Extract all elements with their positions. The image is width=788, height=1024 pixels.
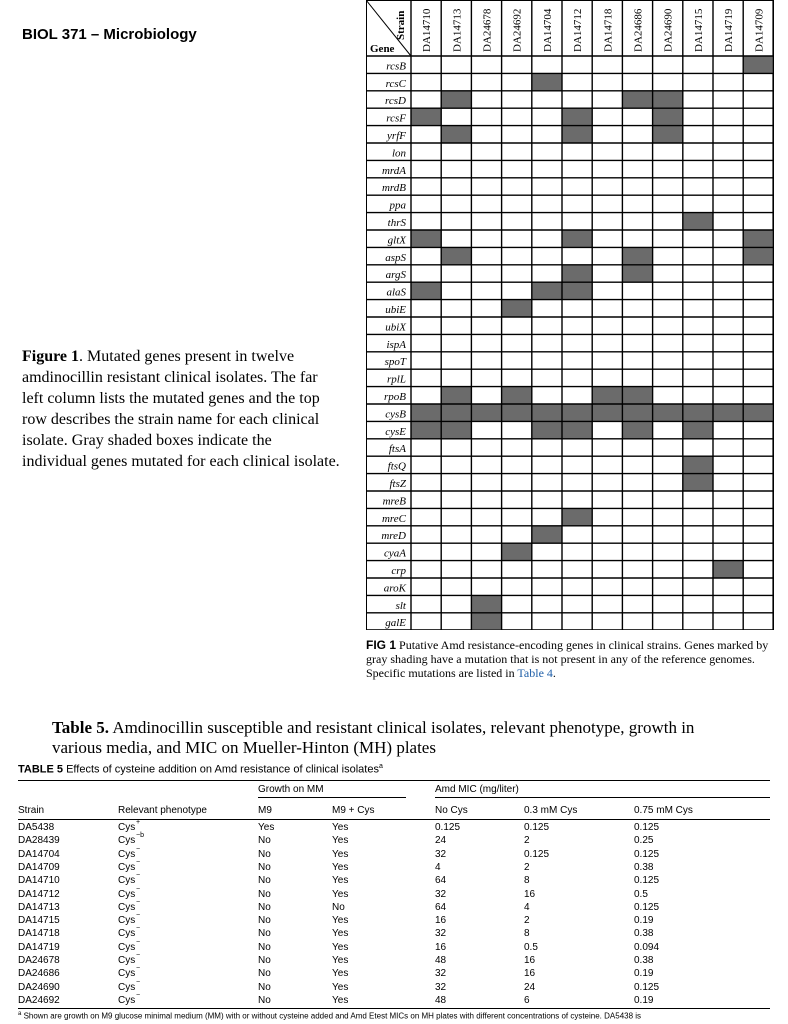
mutation-cell [592, 404, 622, 421]
row-phenotype: Cys [118, 955, 136, 966]
row-phenotype: Cys [118, 968, 136, 980]
row-strain: DA14710 [18, 875, 60, 887]
row-strain: DA24686 [18, 968, 60, 980]
gene-label: mreB [382, 495, 406, 508]
mutation-cell [562, 508, 592, 525]
mutation-cell [471, 613, 501, 630]
footnote-sup: a [18, 1011, 22, 1017]
row-03-cys: 2 [524, 861, 530, 873]
row-03-cys: 0.125 [524, 848, 550, 860]
row-m9: No [258, 994, 271, 1006]
row-m9-cys: Yes [332, 981, 349, 993]
strain-axis-label: Strain [395, 10, 407, 40]
mutation-cell [743, 404, 773, 421]
mutation-cell [441, 247, 471, 264]
row-03-cys: 8 [524, 875, 530, 887]
table4-link[interactable]: Table 4 [517, 666, 553, 680]
mutation-cell [653, 126, 683, 143]
row-m9-cys: Yes [332, 848, 349, 860]
gene-label: rpoB [384, 391, 406, 403]
row-m9: No [258, 901, 271, 913]
row-phenotype: Cys [118, 981, 136, 993]
row-phenotype-sup: − [136, 978, 141, 986]
row-phenotype: Cys [118, 861, 136, 873]
row-no-cys: 32 [435, 888, 447, 900]
header-phenotype: Relevant phenotype [118, 805, 207, 816]
gene-label: mrdA [381, 164, 406, 177]
header-m9-cys: M9 + Cys [332, 805, 375, 816]
mic-group-rule [435, 797, 770, 798]
table-row [0, 872, 788, 888]
gene-label: ftsQ [387, 460, 406, 473]
table5-title-label: TABLE 5 [18, 763, 64, 776]
row-strain: DA14704 [18, 848, 60, 860]
row-no-cys: 16 [435, 915, 447, 927]
mutation-cell [562, 265, 592, 282]
mutation-cell [743, 56, 773, 73]
mutation-cell [562, 421, 592, 438]
gene-label: ppa [389, 199, 406, 212]
row-no-cys: 4 [435, 861, 441, 873]
mutation-cell [411, 230, 441, 247]
row-m9: No [258, 875, 271, 887]
mutation-cell [502, 300, 532, 317]
mutation-cell [622, 404, 652, 421]
gene-label: aroK [383, 582, 406, 595]
mutation-cell [562, 404, 592, 421]
table-row [0, 898, 788, 915]
row-075-cys: 0.094 [634, 941, 660, 953]
row-no-cys: 64 [435, 901, 447, 913]
gene-label: ubiX [385, 321, 406, 334]
row-no-cys: 24 [435, 835, 447, 847]
row-075-cys: 0.38 [634, 955, 654, 966]
row-m9: No [258, 968, 271, 980]
header-m9: M9 [258, 805, 272, 816]
mutation-cell [622, 247, 652, 264]
row-no-cys: 32 [435, 928, 447, 940]
row-no-cys: 48 [435, 994, 447, 1006]
mutation-cell [743, 230, 773, 247]
row-m9: No [258, 861, 271, 873]
growth-group-rule [258, 797, 406, 798]
row-strain: DA5438 [18, 822, 55, 833]
row-phenotype-sup: − [136, 912, 141, 920]
row-phenotype-sup: + [136, 819, 141, 826]
row-m9-cys: Yes [332, 822, 349, 833]
mutation-cell [471, 595, 501, 612]
gene-label: yrfF [387, 130, 406, 142]
row-phenotype: Cys [118, 901, 136, 913]
mutation-cell [653, 91, 683, 108]
row-m9: No [258, 941, 271, 953]
strain-header: DA14713 [451, 8, 464, 52]
strain-header: DA24692 [511, 8, 524, 52]
gene-axis-label: Gene [370, 43, 395, 55]
row-075-cys: 0.19 [634, 994, 654, 1006]
table-row [0, 965, 788, 981]
mutation-cell [683, 404, 713, 421]
mutation-cell [562, 108, 592, 125]
table-row [0, 858, 788, 875]
gene-label: mrdB [381, 182, 406, 195]
row-m9: No [258, 888, 271, 900]
mutation-cell [532, 404, 562, 421]
mutation-cell [441, 387, 471, 404]
mutation-cell [622, 387, 652, 404]
row-phenotype: Cys [118, 915, 136, 927]
row-03-cys: 2 [524, 915, 530, 927]
row-strain: DA14709 [18, 861, 60, 873]
mutation-cell [502, 387, 532, 404]
row-03-cys: 8 [524, 928, 530, 940]
mutation-cell [622, 91, 652, 108]
header-rule [18, 819, 770, 820]
row-03-cys: 0.125 [524, 822, 550, 833]
strain-header: DA14718 [602, 8, 615, 52]
gene-label: ftsA [388, 443, 406, 456]
mutation-cell [713, 561, 743, 578]
fig-caption-end: . [552, 666, 556, 680]
mutation-cell [411, 108, 441, 125]
table5-title [18, 763, 383, 776]
mutation-cell [441, 421, 471, 438]
row-03-cys: 6 [524, 994, 530, 1006]
table-row [0, 832, 788, 848]
gene-label: gltX [387, 234, 406, 247]
mutation-cell [743, 247, 773, 264]
strain-header: DA14712 [572, 8, 585, 52]
footnote-text: Shown are growth on M9 glucose minimal medium (MM) with or without cysteine added and Amd Etest MICs on MH plates with different concentrations of cysteine. DA5438 is [21, 1011, 642, 1021]
gene-label: ispA [386, 338, 406, 351]
row-phenotype-sup: − [136, 938, 141, 946]
row-m9: No [258, 981, 271, 993]
gene-label: cysE [385, 425, 406, 438]
row-03-cys: 16 [524, 888, 536, 900]
mic-group-header: Amd MIC (mg/liter) [435, 784, 519, 795]
row-m9-cys: No [332, 901, 345, 913]
row-03-cys: 16 [524, 955, 536, 966]
row-phenotype-sup: − [136, 845, 141, 853]
row-strain: DA14719 [18, 941, 60, 953]
mutation-cell [532, 526, 562, 543]
gene-label: crp [391, 565, 406, 577]
row-075-cys: 0.19 [634, 915, 654, 927]
row-m9: No [258, 955, 271, 966]
growth-group-header: Growth on MM [258, 784, 324, 795]
table-row [0, 952, 788, 968]
mutation-cell [411, 282, 441, 299]
row-strain: DA14715 [18, 915, 60, 927]
strain-header: DA14715 [692, 8, 705, 52]
row-phenotype: Cys [118, 822, 136, 833]
row-075-cys: 0.25 [634, 835, 654, 847]
table5-title-sup: a [378, 763, 383, 770]
mutation-cell [562, 126, 592, 143]
fig-caption-text: Putative Amd resistance-encoding genes in clinical strains. Genes marked by gray shading have a mutation that is not present in any of the reference genomes. Specific mutations are listed in [366, 638, 769, 680]
table5-caption-label: Table 5. [52, 718, 110, 737]
header-strain: Strain [18, 805, 45, 816]
row-m9: No [258, 915, 271, 927]
mutation-cell [441, 91, 471, 108]
row-03-cys: 2 [524, 835, 530, 847]
row-phenotype-sup: − [136, 965, 141, 973]
row-m9: No [258, 848, 271, 860]
strain-header: DA14704 [541, 8, 554, 52]
figure-caption [366, 638, 774, 680]
gene-label: cysB [385, 408, 406, 421]
gene-label: ubiE [385, 304, 406, 316]
row-03-cys: 0.5 [524, 941, 538, 953]
table-row [0, 938, 788, 955]
table-row [0, 885, 788, 902]
table5-caption-text: Amdinocillin susceptible and resistant clinical isolates, relevant phenotype, growth in various media, and MIC on Mueller-Hinton (MH) plates [52, 718, 695, 757]
row-m9-cys: Yes [332, 861, 349, 873]
mutation-cell [622, 265, 652, 282]
row-m9-cys: Yes [332, 915, 349, 927]
strain-header: DA24686 [632, 8, 645, 52]
row-m9-cys: Yes [332, 968, 349, 980]
row-m9-cys: Yes [332, 928, 349, 940]
row-phenotype-sup: − [136, 885, 141, 893]
mutation-cell [502, 543, 532, 560]
gene-label: mreC [381, 512, 406, 525]
table-row [0, 978, 788, 995]
row-phenotype-sup: − [136, 991, 141, 999]
mutation-cell [653, 404, 683, 421]
row-075-cys: 0.5 [634, 888, 648, 900]
header-03-cys: 0.3 mM Cys [524, 805, 578, 816]
row-strain: DA14718 [18, 928, 60, 940]
table-bottom-rule [18, 1008, 770, 1009]
row-075-cys: 0.125 [634, 875, 660, 887]
row-m9: Yes [258, 822, 275, 833]
row-strain: DA28439 [18, 835, 60, 847]
mutation-cell [562, 230, 592, 247]
row-no-cys: 32 [435, 848, 447, 860]
mutation-cell [683, 474, 713, 491]
mutation-cell [683, 421, 713, 438]
gene-label: thrS [387, 217, 406, 229]
gene-label: spoT [384, 356, 406, 369]
row-m9-cys: Yes [332, 955, 349, 966]
mutation-cell [502, 404, 532, 421]
gene-label: rcsC [385, 77, 406, 90]
mutation-cell [532, 421, 562, 438]
gene-label: slt [395, 599, 406, 612]
mutation-cell [713, 404, 743, 421]
row-strain: DA24678 [18, 955, 60, 966]
strain-header: DA14709 [753, 8, 766, 52]
row-phenotype-sup: −b [136, 832, 144, 840]
row-075-cys: 0.125 [634, 822, 660, 833]
gene-mutation-grid [366, 0, 774, 630]
row-03-cys: 4 [524, 901, 530, 913]
mutation-cell [683, 456, 713, 473]
row-m9-cys: Yes [332, 835, 349, 847]
mutation-cell [683, 213, 713, 230]
header-no-cys: No Cys [435, 805, 468, 816]
mutation-cell [441, 126, 471, 143]
row-phenotype: Cys [118, 835, 136, 847]
row-m9: No [258, 928, 271, 940]
gene-label: ftsZ [389, 478, 406, 490]
gene-label: rcsD [385, 95, 406, 108]
table5-caption [52, 718, 742, 758]
fig-caption-label: FIG 1 [366, 638, 397, 652]
gene-label: lon [391, 147, 406, 160]
row-no-cys: 16 [435, 941, 447, 953]
row-075-cys: 0.125 [634, 848, 660, 860]
figure1-label: Figure 1 [22, 348, 80, 365]
row-phenotype-sup: − [136, 898, 141, 906]
row-phenotype: Cys [118, 888, 136, 900]
header-075-cys: 0.75 mM Cys [634, 805, 693, 816]
mutation-cell [653, 108, 683, 125]
row-phenotype-sup: − [136, 872, 141, 880]
row-075-cys: 0.125 [634, 981, 660, 993]
strain-header: DA24690 [662, 8, 675, 52]
row-no-cys: 64 [435, 875, 447, 887]
row-strain: DA14713 [18, 901, 60, 913]
table5-title-text: Effects of cysteine addition on Amd resistance of clinical isolates [63, 763, 379, 776]
row-no-cys: 32 [435, 981, 447, 993]
row-phenotype-sup: − [136, 858, 141, 866]
gene-label: mreD [381, 530, 406, 543]
row-075-cys: 0.19 [634, 968, 654, 980]
gene-label: argS [385, 269, 406, 282]
gene-label: alaS [386, 286, 406, 299]
row-strain: DA14712 [18, 888, 60, 900]
mutation-cell [622, 421, 652, 438]
row-no-cys: 0.125 [435, 822, 461, 833]
table5-footnote [18, 1011, 641, 1021]
strain-header: DA24678 [481, 8, 494, 52]
strain-header: DA14719 [723, 8, 736, 52]
row-phenotype: Cys [118, 928, 136, 940]
row-075-cys: 0.125 [634, 901, 660, 913]
table-row [0, 925, 788, 941]
mutation-cell [592, 387, 622, 404]
row-phenotype-sup: − [136, 925, 141, 933]
gene-label: rcsB [386, 60, 406, 73]
table-top-rule [18, 780, 770, 781]
table-row [0, 819, 788, 835]
mutation-cell [532, 282, 562, 299]
gene-label: rcsF [386, 112, 406, 125]
row-m9: No [258, 835, 271, 847]
grid-frame [367, 1, 773, 630]
row-03-cys: 16 [524, 968, 536, 980]
mutation-cell [562, 282, 592, 299]
row-m9-cys: Yes [332, 888, 349, 900]
table-row [0, 912, 788, 928]
table-row [0, 845, 788, 862]
row-no-cys: 48 [435, 955, 447, 966]
row-075-cys: 0.38 [634, 928, 654, 940]
row-phenotype: Cys [118, 875, 136, 887]
mutation-cell [532, 73, 562, 90]
row-strain: DA24692 [18, 994, 60, 1006]
mutation-cell [411, 404, 441, 421]
row-no-cys: 32 [435, 968, 447, 980]
table-row [0, 991, 788, 1008]
gene-label: rplL [387, 373, 406, 386]
row-03-cys: 24 [524, 981, 536, 993]
row-phenotype-sup: − [136, 952, 141, 959]
mutation-cell [411, 421, 441, 438]
strain-header: DA14710 [421, 8, 434, 52]
gene-label: aspS [385, 251, 406, 264]
mutation-cell [441, 404, 471, 421]
gene-label: cyaA [384, 547, 406, 560]
figure1-text: . Mutated genes present in twelve amdinocillin resistant clinical isolates. The far left column lists the mutated genes and the top row describes the strain name for each clinical isolate. Gray shaded boxes indicate the individual genes mutated for each clinical isolate. [22, 348, 340, 470]
row-m9-cys: Yes [332, 875, 349, 887]
course-title: BIOL 371 – Microbiology [22, 26, 197, 43]
row-075-cys: 0.38 [634, 861, 654, 873]
figure1-description [22, 346, 340, 472]
row-phenotype: Cys [118, 994, 136, 1006]
row-strain: DA24690 [18, 981, 60, 993]
gene-label: galE [385, 617, 406, 630]
row-phenotype: Cys [118, 941, 136, 953]
mutation-cell [471, 404, 501, 421]
row-phenotype: Cys [118, 848, 136, 860]
row-m9-cys: Yes [332, 994, 349, 1006]
row-m9-cys: Yes [332, 941, 349, 953]
